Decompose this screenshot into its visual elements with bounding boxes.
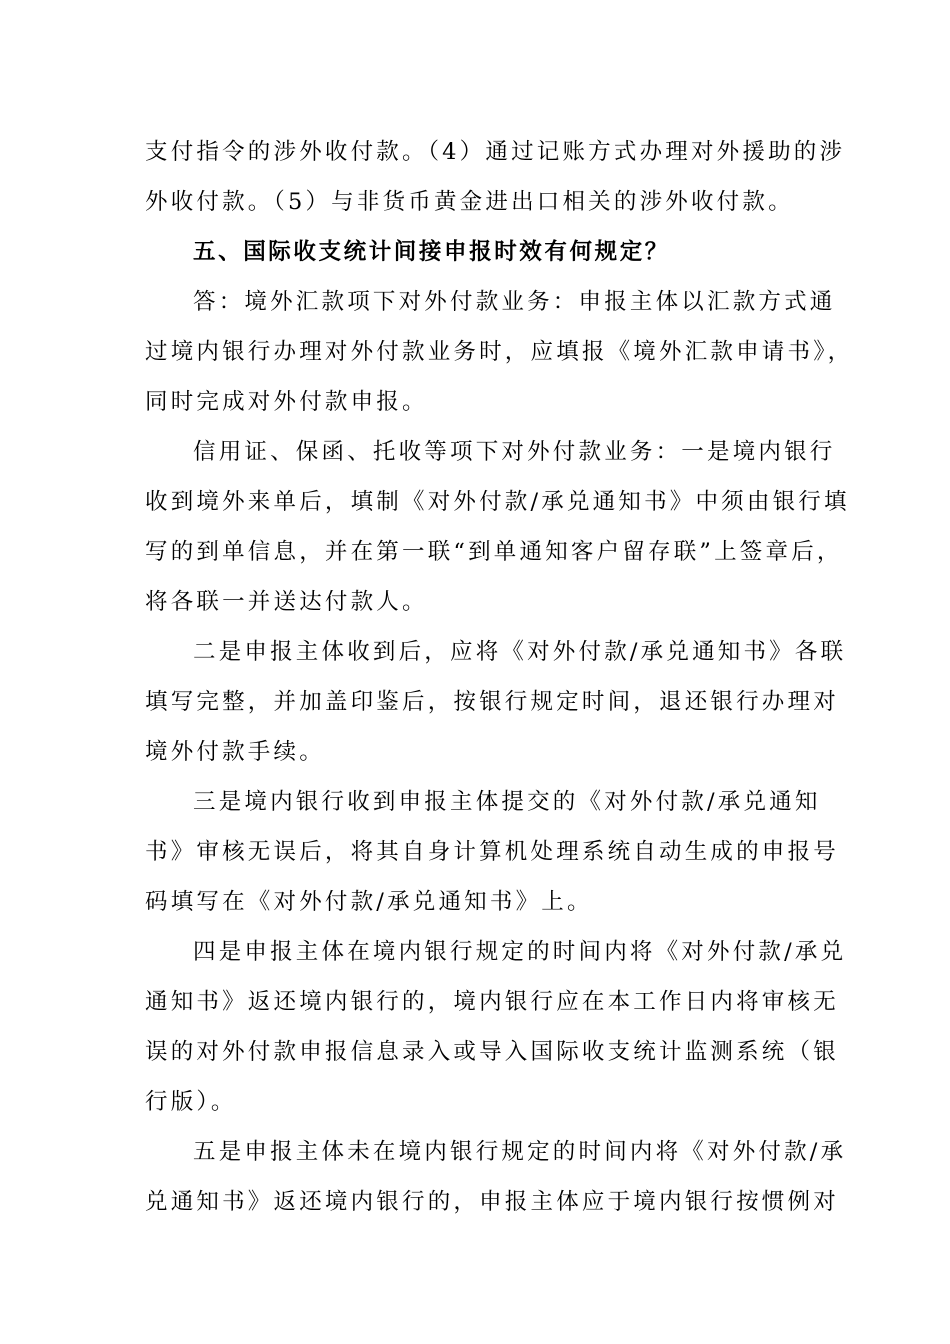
paragraph-first-line: 信用证、保函、托收等项下对外付款业务：一是境内银行 [193, 439, 836, 465]
body-text-line: 同时完成对外付款申报。 [145, 389, 428, 415]
body-text-line: 行版）。 [145, 1089, 237, 1115]
paragraph-first-line: 五是申报主体未在境内银行规定的时间内将《对外付款/承 [193, 1139, 847, 1165]
body-text-line: 支付指令的涉外收付款。（4）通过记账方式办理对外援助的涉 [145, 139, 846, 165]
paragraph-first-line: 二是申报主体收到后，应将《对外付款/承兑通知书》各联 [193, 639, 847, 665]
body-text-line: 写的到单信息，并在第一联“到单通知客户留存联”上签章后， [145, 539, 843, 565]
section-heading: 五、国际收支统计间接申报时效有何规定？ [193, 239, 670, 265]
paragraph-first-line: 三是境内银行收到申报主体提交的《对外付款/承兑通知 [193, 789, 821, 815]
body-text-line: 收到境外来单后，填制《对外付款/承兑通知书》中须由银行填 [145, 489, 850, 515]
body-text-line: 填写完整，并加盖印鉴后，按银行规定时间，退还银行办理对 [145, 689, 839, 715]
body-text-line: 境外付款手续。 [145, 739, 325, 765]
body-text-line: 码填写在《对外付款/承兑通知书》上。 [145, 889, 593, 915]
body-text-line: 将各联一并送达付款人。 [145, 589, 428, 615]
body-text-line: 通知书》返还境内银行的，境内银行应在本工作日内将审核无 [145, 989, 839, 1015]
paragraph-first-line: 答：境外汇款项下对外付款业务：申报主体以汇款方式通 [193, 289, 836, 315]
body-text-line: 兑通知书》返还境内银行的，申报主体应于境内银行按惯例对 [145, 1189, 839, 1215]
body-text-line: 误的对外付款申报信息录入或导入国际收支统计监测系统（银 [145, 1039, 839, 1065]
body-text-line: 过境内银行办理对外付款业务时，应填报《境外汇款申请书》， [145, 339, 854, 365]
paragraph-first-line: 四是申报主体在境内银行规定的时间内将《对外付款/承兑 [193, 939, 847, 965]
body-text-line: 书》审核无误后，将其自身计算机处理系统自动生成的申报号 [145, 839, 839, 865]
body-text-line: 外收付款。（5）与非货币黄金进出口相关的涉外收付款。 [145, 189, 794, 215]
